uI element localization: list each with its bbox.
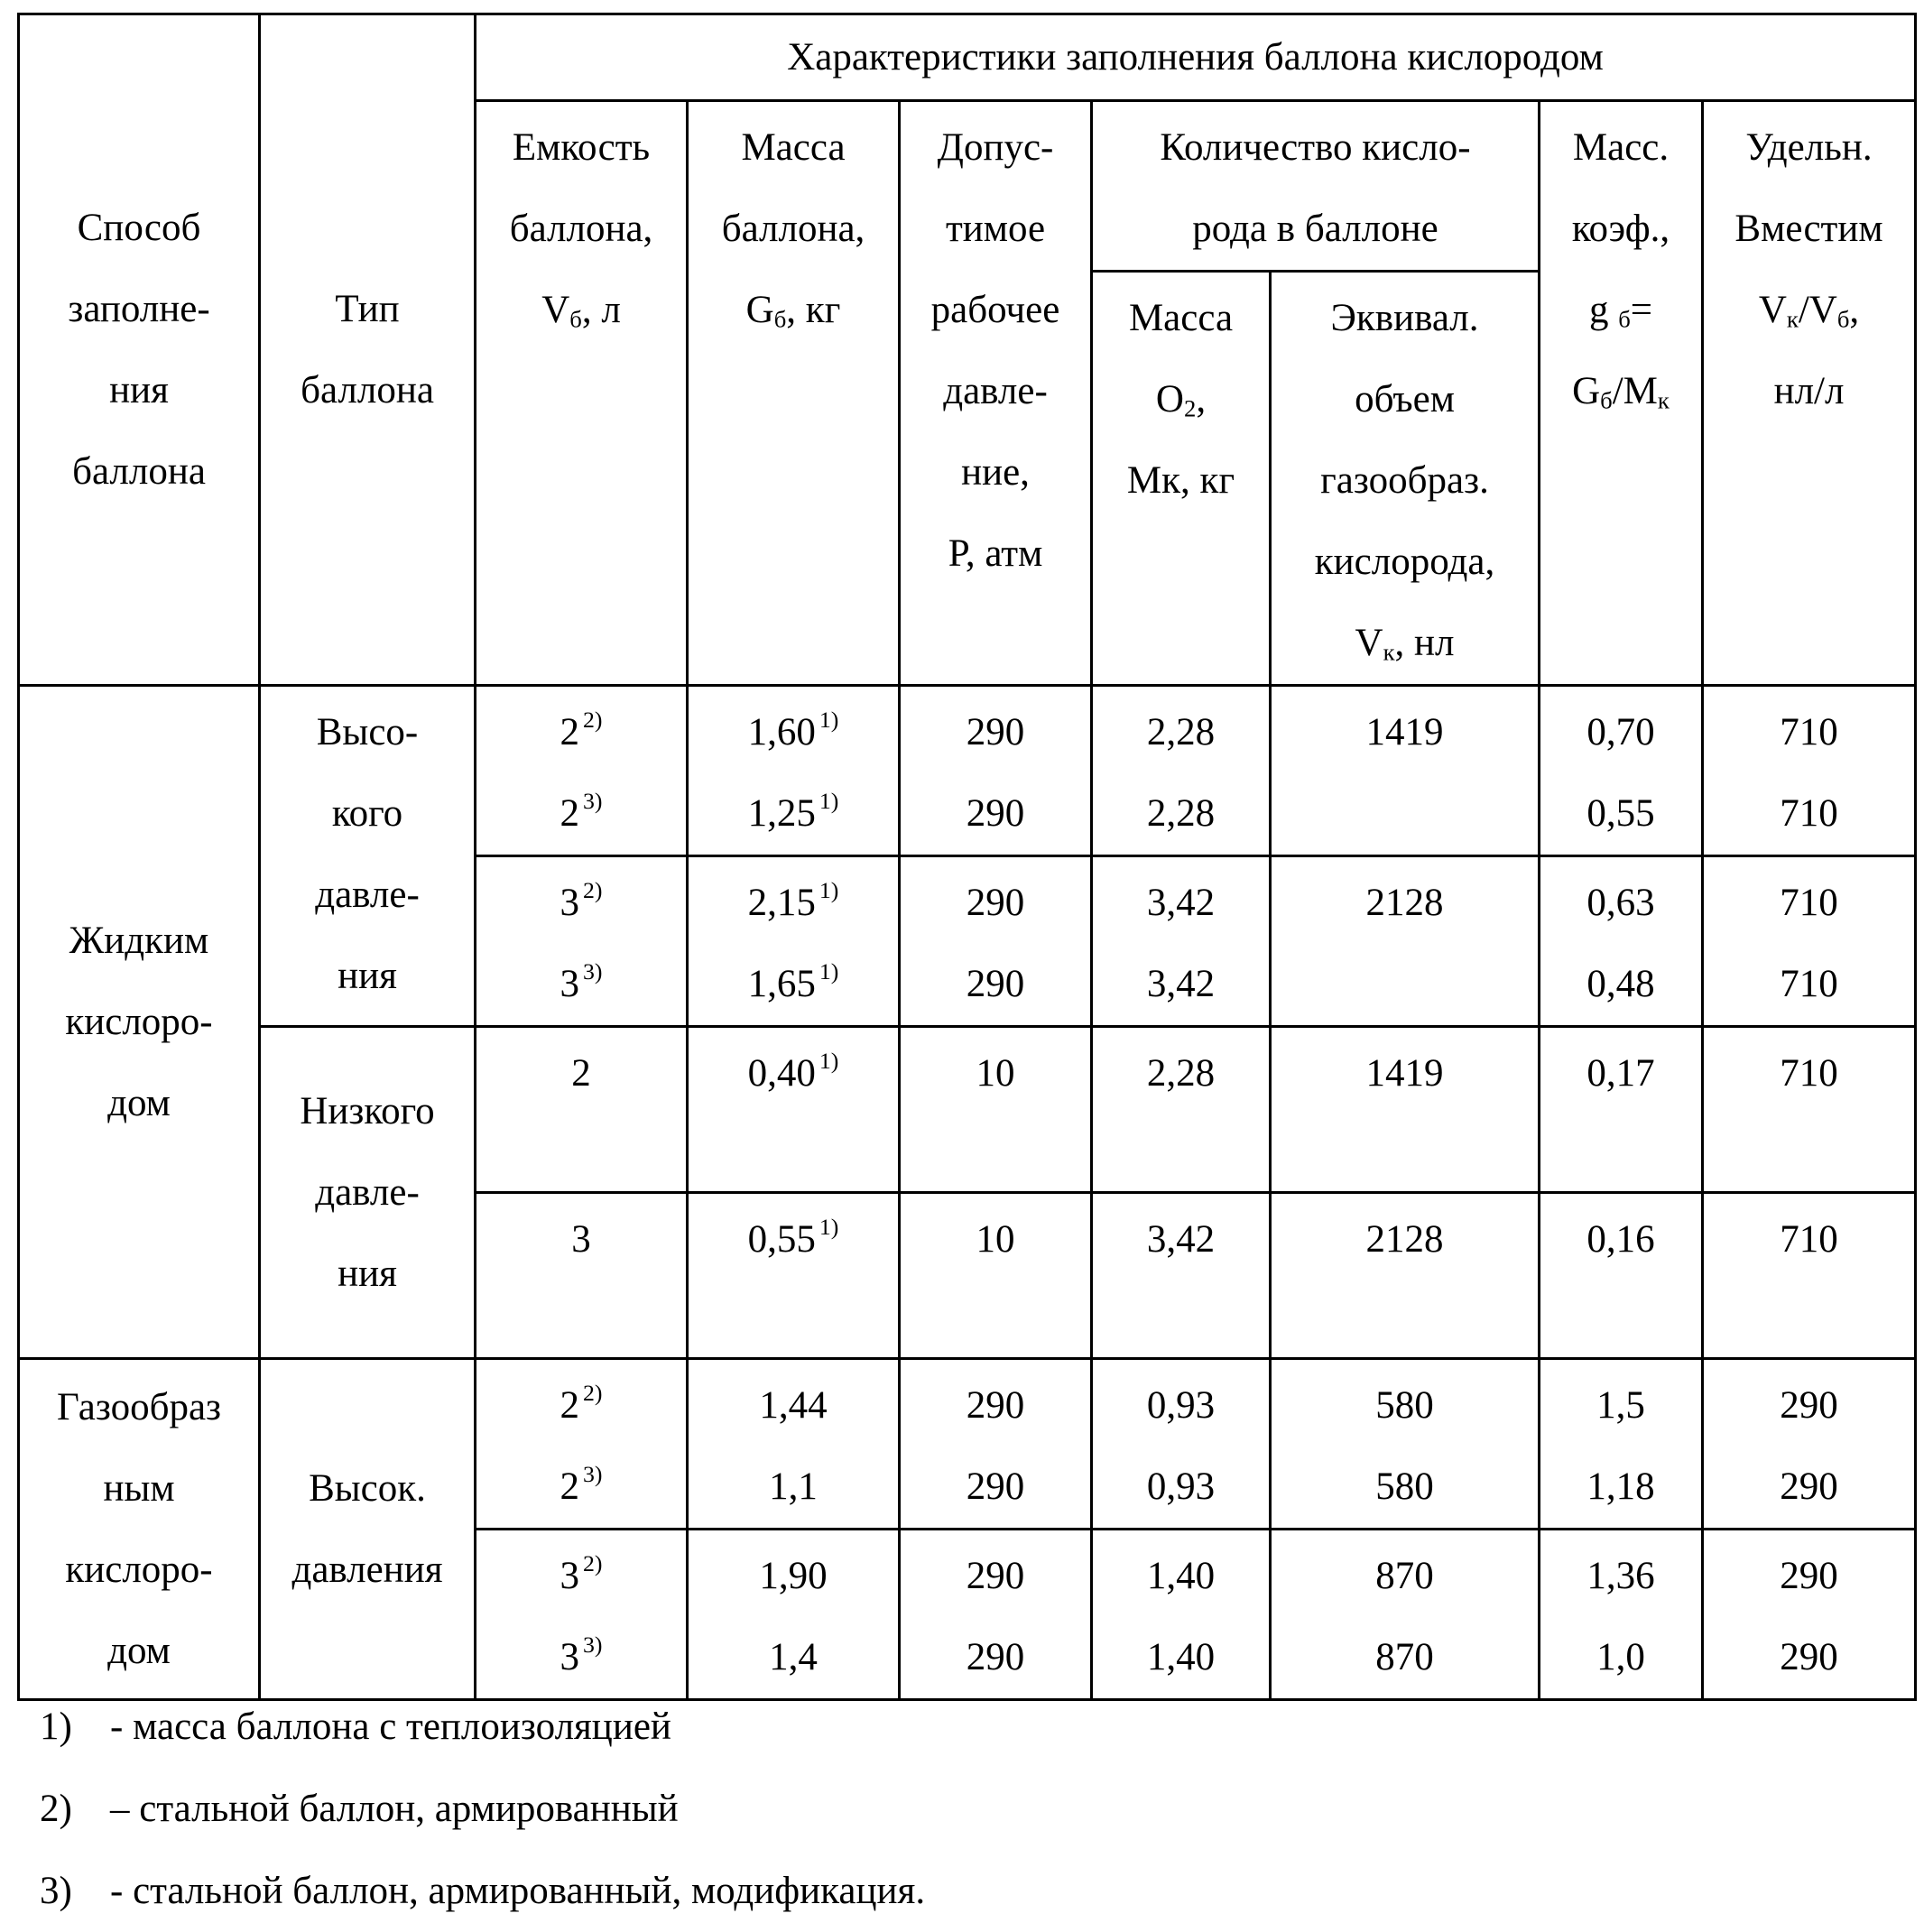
type-low-pressure: Низкого давле- ния xyxy=(260,1027,476,1359)
cell-specific-capacity: 710 xyxy=(1703,1027,1916,1193)
cell-capacity: 3 xyxy=(476,1193,688,1359)
footnote: 3) - стальной баллон, армированный, модификация. xyxy=(40,1870,926,1912)
footnotes xyxy=(40,1686,925,1932)
cell-mass-coefficient: 0,17 xyxy=(1540,1027,1703,1193)
cell-equivalent-volume: 1419 xyxy=(1271,1027,1540,1193)
cell-pressure: 290 290 xyxy=(900,1530,1092,1700)
type-high-pressure: Высо- кого давле- ния xyxy=(260,686,476,1027)
cell-oxygen-mass: 2,28 xyxy=(1092,1027,1271,1193)
cell-mass: 1,60 $^{1)}$ 1,25 $^{1)}$ xyxy=(688,686,900,856)
cell-mass: 0,40 $^{1)}$ xyxy=(688,1027,900,1193)
method-liquid-oxygen: Жидким кислоро- дом xyxy=(19,686,260,1359)
footnote: 1) - масса баллона с теплоизоляцией xyxy=(40,1706,671,1748)
cell-mass: 1,90 1,4 xyxy=(688,1530,900,1700)
cell-oxygen-mass: 3,42 xyxy=(1092,1193,1271,1359)
cell-oxygen-mass: 0,93 0,93 xyxy=(1092,1359,1271,1530)
cell-specific-capacity: 710 xyxy=(1703,1193,1916,1359)
cell-mass-coefficient: 1,5 1,18 xyxy=(1540,1359,1703,1530)
type-high-pressure-gas: Высок. давления xyxy=(260,1359,476,1700)
cell-mass-coefficient: 0,70 0,55 xyxy=(1540,686,1703,856)
table-row xyxy=(19,1359,1916,1530)
cell-specific-capacity: 290 290 xyxy=(1703,1359,1916,1530)
cell-pressure: 290 290 xyxy=(900,686,1092,856)
header-mass-coefficient: Масс. коэф., g $_б$= $G_б/M_к$ xyxy=(1540,101,1703,686)
cell-equivalent-volume: 2128 xyxy=(1271,856,1540,1027)
header-fill-method: Способ заполне- ния баллона xyxy=(19,14,260,686)
cell-mass: 2,15 $^{1)}$ 1,65 $^{1)}$ xyxy=(688,856,900,1027)
cell-pressure: 10 xyxy=(900,1193,1092,1359)
cell-capacity: 2 $^{2)}$ 2 $^{3)}$ xyxy=(476,686,688,856)
cell-capacity: 2 $^{2)}$ 2 $^{3)}$ xyxy=(476,1359,688,1530)
cell-oxygen-mass: 2,28 2,28 xyxy=(1092,686,1271,856)
cell-specific-capacity: 710 710 xyxy=(1703,856,1916,1027)
table-row xyxy=(19,686,1916,856)
method-gaseous-oxygen: Газообраз ным кислоро- дом xyxy=(19,1359,260,1700)
cell-specific-capacity: 290 290 xyxy=(1703,1530,1916,1700)
cell-capacity: 3 $^{2)}$ 3 $^{3)}$ xyxy=(476,1530,688,1700)
cell-oxygen-mass: 3,42 3,42 xyxy=(1092,856,1271,1027)
cell-mass: 1,44 1,1 xyxy=(688,1359,900,1530)
cell-pressure: 290 290 xyxy=(900,856,1092,1027)
header-equivalent-volume: Эквивал. объем газообраз. кислорода, $V_к$, нл xyxy=(1271,272,1540,686)
oxygen-cylinder-table xyxy=(17,13,1917,1701)
cell-mass-coefficient: 1,36 1,0 xyxy=(1540,1530,1703,1700)
cell-equivalent-volume: 870 870 xyxy=(1271,1530,1540,1700)
header-capacity: Емкость баллона, $V_б$, л xyxy=(476,101,688,686)
cell-mass-coefficient: 0,63 0,48 xyxy=(1540,856,1703,1027)
cell-mass-coefficient: 0,16 xyxy=(1540,1193,1703,1359)
header-oxygen-quantity: Количество кисло- рода в баллоне xyxy=(1092,101,1540,272)
cell-pressure: 10 xyxy=(900,1027,1092,1193)
cell-capacity: 3 $^{2)}$ 3 $^{3)}$ xyxy=(476,856,688,1027)
cell-capacity: 2 xyxy=(476,1027,688,1193)
cell-specific-capacity: 710 710 xyxy=(1703,686,1916,856)
header-cylinder-mass: Масса баллона, $G_б$, кг xyxy=(688,101,900,686)
footnote: 2) – стальной баллон, армированный xyxy=(40,1788,679,1830)
table-row xyxy=(19,1027,1916,1193)
cell-oxygen-mass: 1,40 1,40 xyxy=(1092,1530,1271,1700)
cell-equivalent-volume: 580 580 xyxy=(1271,1359,1540,1530)
cell-pressure: 290 290 xyxy=(900,1359,1092,1530)
header-oxygen-mass: Масса $O_2$, Mк, кг xyxy=(1092,272,1271,686)
header-cylinder-type: Тип баллона xyxy=(260,14,476,686)
header-fill-characteristics: Характеристики заполнения баллона кислородом xyxy=(476,14,1916,101)
cell-mass: 0,55 $^{1)}$ xyxy=(688,1193,900,1359)
header-working-pressure: Допус- тимое рабочее давле- ние, P, атм xyxy=(900,101,1092,686)
cell-equivalent-volume: 1419 xyxy=(1271,686,1540,856)
cell-equivalent-volume: 2128 xyxy=(1271,1193,1540,1359)
header-specific-capacity: Удельн. Вместим $V_к/V_б$, нл/л xyxy=(1703,101,1916,686)
